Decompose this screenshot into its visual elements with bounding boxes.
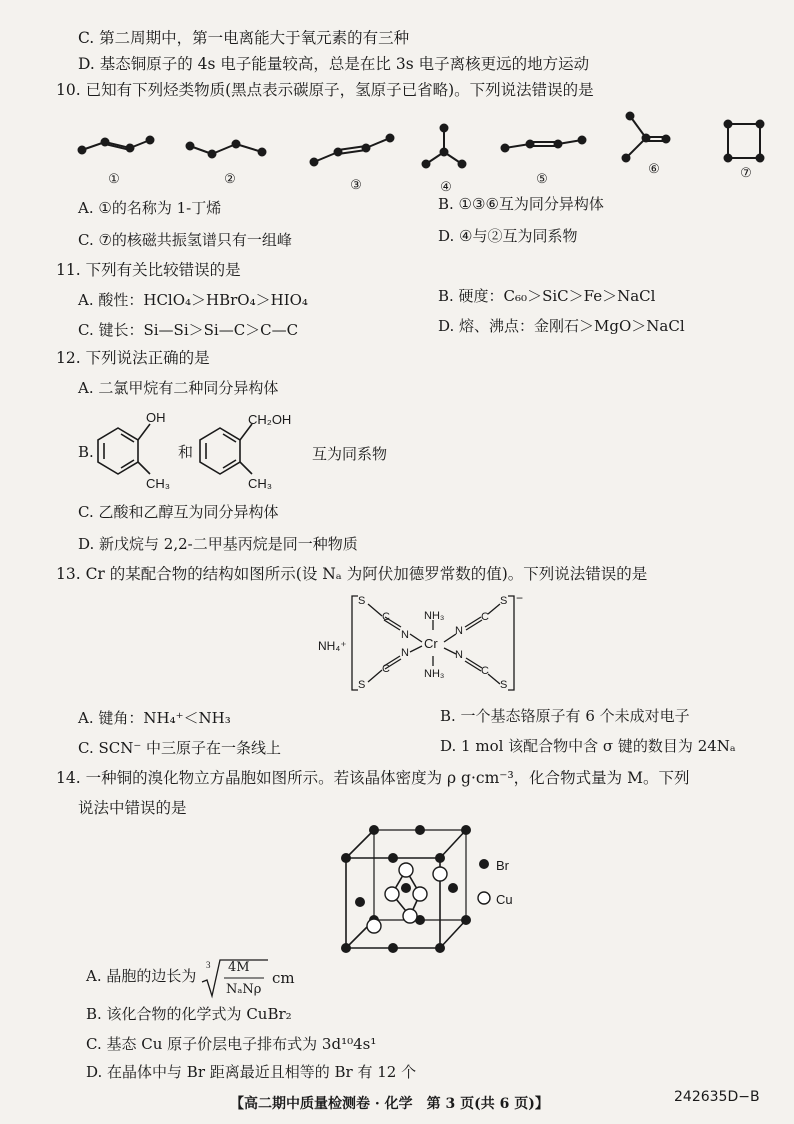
molecule-label-7: ⑦	[740, 166, 752, 181]
phenol-ch3-label: CH₃	[146, 476, 171, 491]
q9-option-d: D. 基态铜原子的 4s 电子能量较高，总是在比 3s 电子离核更远的地方运动	[78, 55, 590, 73]
q14-unit-cell	[0, 822, 794, 962]
q13-option-b: B. 一个基态铬原子有 6 个未成对电子	[440, 707, 690, 725]
molecule-1	[79, 137, 154, 154]
molecule-5	[502, 137, 586, 152]
q11-option-a: A. 酸性：HClO₄＞HBrO₄＞HIO₄	[78, 291, 308, 309]
q10-option-c: C. ⑦的核磁共振氢谱只有一组峰	[78, 231, 292, 249]
svg-text:C: C	[382, 611, 390, 623]
q14-option-d: D. 在晶体中与 Br 距离最近且相等的 Br 有 12 个	[86, 1063, 417, 1081]
q11-stem: 11. 下列有关比较错误的是	[56, 261, 241, 279]
svg-text:N: N	[401, 647, 409, 659]
svg-text:C: C	[382, 663, 390, 675]
q12-option-d: D. 新戊烷与 2,2-二甲基丙烷是同一种物质	[78, 535, 358, 553]
exam-code: 242635D−B	[674, 1089, 760, 1105]
legend-br-label: Br	[496, 858, 509, 873]
svg-text:S: S	[358, 679, 366, 691]
phenol-oh-label: OH	[146, 410, 166, 425]
molecule-7	[725, 121, 764, 162]
q14-option-a-prefix: A. 晶胞的边长为	[86, 967, 197, 985]
q14-option-b: B. 该化合物的化学式为 CuBr₂	[86, 1005, 292, 1023]
q14-stem-line2: 说法中错误的是	[78, 799, 187, 817]
q13-complex-structure	[0, 590, 794, 700]
svg-text:S: S	[500, 679, 508, 691]
q13-option-d: D. 1 mol 该配合物中含 σ 键的数目为 24Nₐ	[440, 737, 736, 755]
q10-stem: 10. 已知有下列烃类物质(黑点表示碳原子，氢原子已省略)。下列说法错误的是	[56, 81, 594, 99]
benzyl-ch2oh-label: CH₂OH	[248, 412, 292, 427]
q12-option-a: A. 二氯甲烷有二种同分异构体	[78, 379, 279, 397]
edge-unit: cm	[272, 969, 295, 987]
molecule-label-5: ⑤	[536, 172, 548, 187]
molecule-label-2: ②	[224, 172, 236, 187]
q12-and: 和	[178, 443, 194, 461]
q11-option-d: D. 熔、沸点：金刚石＞MgO＞NaCl	[438, 317, 685, 335]
q14-option-c: C. 基态 Cu 原子价层电子排布式为 3d¹⁰4s¹	[86, 1035, 377, 1053]
svg-text:N: N	[455, 625, 463, 637]
molecule-label-4: ④	[440, 180, 452, 195]
svg-text:S: S	[500, 595, 508, 607]
svg-text:C: C	[481, 611, 489, 623]
q10-option-a: A. ①的名称为 1-丁烯	[78, 199, 222, 217]
q10-option-b: B. ①③⑥互为同分异构体	[438, 195, 604, 213]
svg-text:N: N	[401, 629, 409, 641]
q13-option-c: C. SCN⁻ 中三原子在一条线上	[78, 739, 282, 757]
ammonium-cation: NH₄⁺	[318, 639, 347, 653]
q9-option-c: C. 第二周期中，第一电离能大于氧元素的有三种	[78, 29, 410, 47]
q12-option-c: C. 乙酸和乙醇互为同分异构体	[78, 503, 279, 521]
chromium-center: Cr	[424, 636, 438, 651]
molecule-4	[423, 125, 466, 168]
molecule-label-3: ③	[350, 178, 362, 193]
edge-numerator: 4M	[228, 960, 250, 975]
molecule-6	[623, 113, 670, 162]
molecule-3	[311, 135, 394, 166]
complex-charge: −	[516, 591, 524, 605]
legend-cu-label: Cu	[496, 892, 513, 907]
q10-option-d: D. ④与②互为同系物	[438, 227, 578, 245]
molecule-label-6: ⑥	[648, 162, 660, 177]
svg-text:C: C	[481, 665, 489, 677]
molecule-label-1: ①	[108, 172, 120, 187]
q12-stem: 12. 下列说法正确的是	[56, 349, 210, 367]
q14-stem-line1: 14. 一种铜的溴化物立方晶胞如图所示。若该晶体密度为 ρ g·cm⁻³，化合物式量为 M。下列	[56, 769, 690, 787]
q11-option-c: C. 键长：Si—Si＞Si—C＞C—C	[78, 321, 299, 339]
q12-option-b-suffix: 互为同系物	[312, 445, 388, 463]
svg-text:3: 3	[206, 960, 211, 970]
q12-option-b-prefix: B.	[78, 443, 94, 461]
benzyl-ch3-label: CH₃	[248, 476, 273, 491]
edge-denominator: NₐNρ	[226, 982, 262, 997]
page-footer: 【高二期中质量检测卷 · 化学 第 3 页(共 6 页)】	[230, 1096, 549, 1112]
q11-option-b: B. 硬度：C₆₀＞SiC＞Fe＞NaCl	[438, 287, 656, 305]
svg-text:N: N	[455, 649, 463, 661]
q12-structures	[0, 400, 794, 490]
svg-text:S: S	[358, 595, 366, 607]
nh3-top-label: NH₃	[424, 610, 445, 622]
nh3-bottom-label: NH₃	[424, 668, 445, 680]
molecule-2	[187, 141, 266, 158]
legend-cu-marker	[478, 892, 490, 904]
q13-option-a: A. 键角：NH₄⁺＜NH₃	[78, 709, 231, 727]
q13-stem: 13. Cr 的某配合物的结构如图所示(设 Nₐ 为阿伏加德罗常数的值)。下列说法错误的是	[56, 565, 648, 583]
legend-br-marker	[479, 859, 489, 869]
